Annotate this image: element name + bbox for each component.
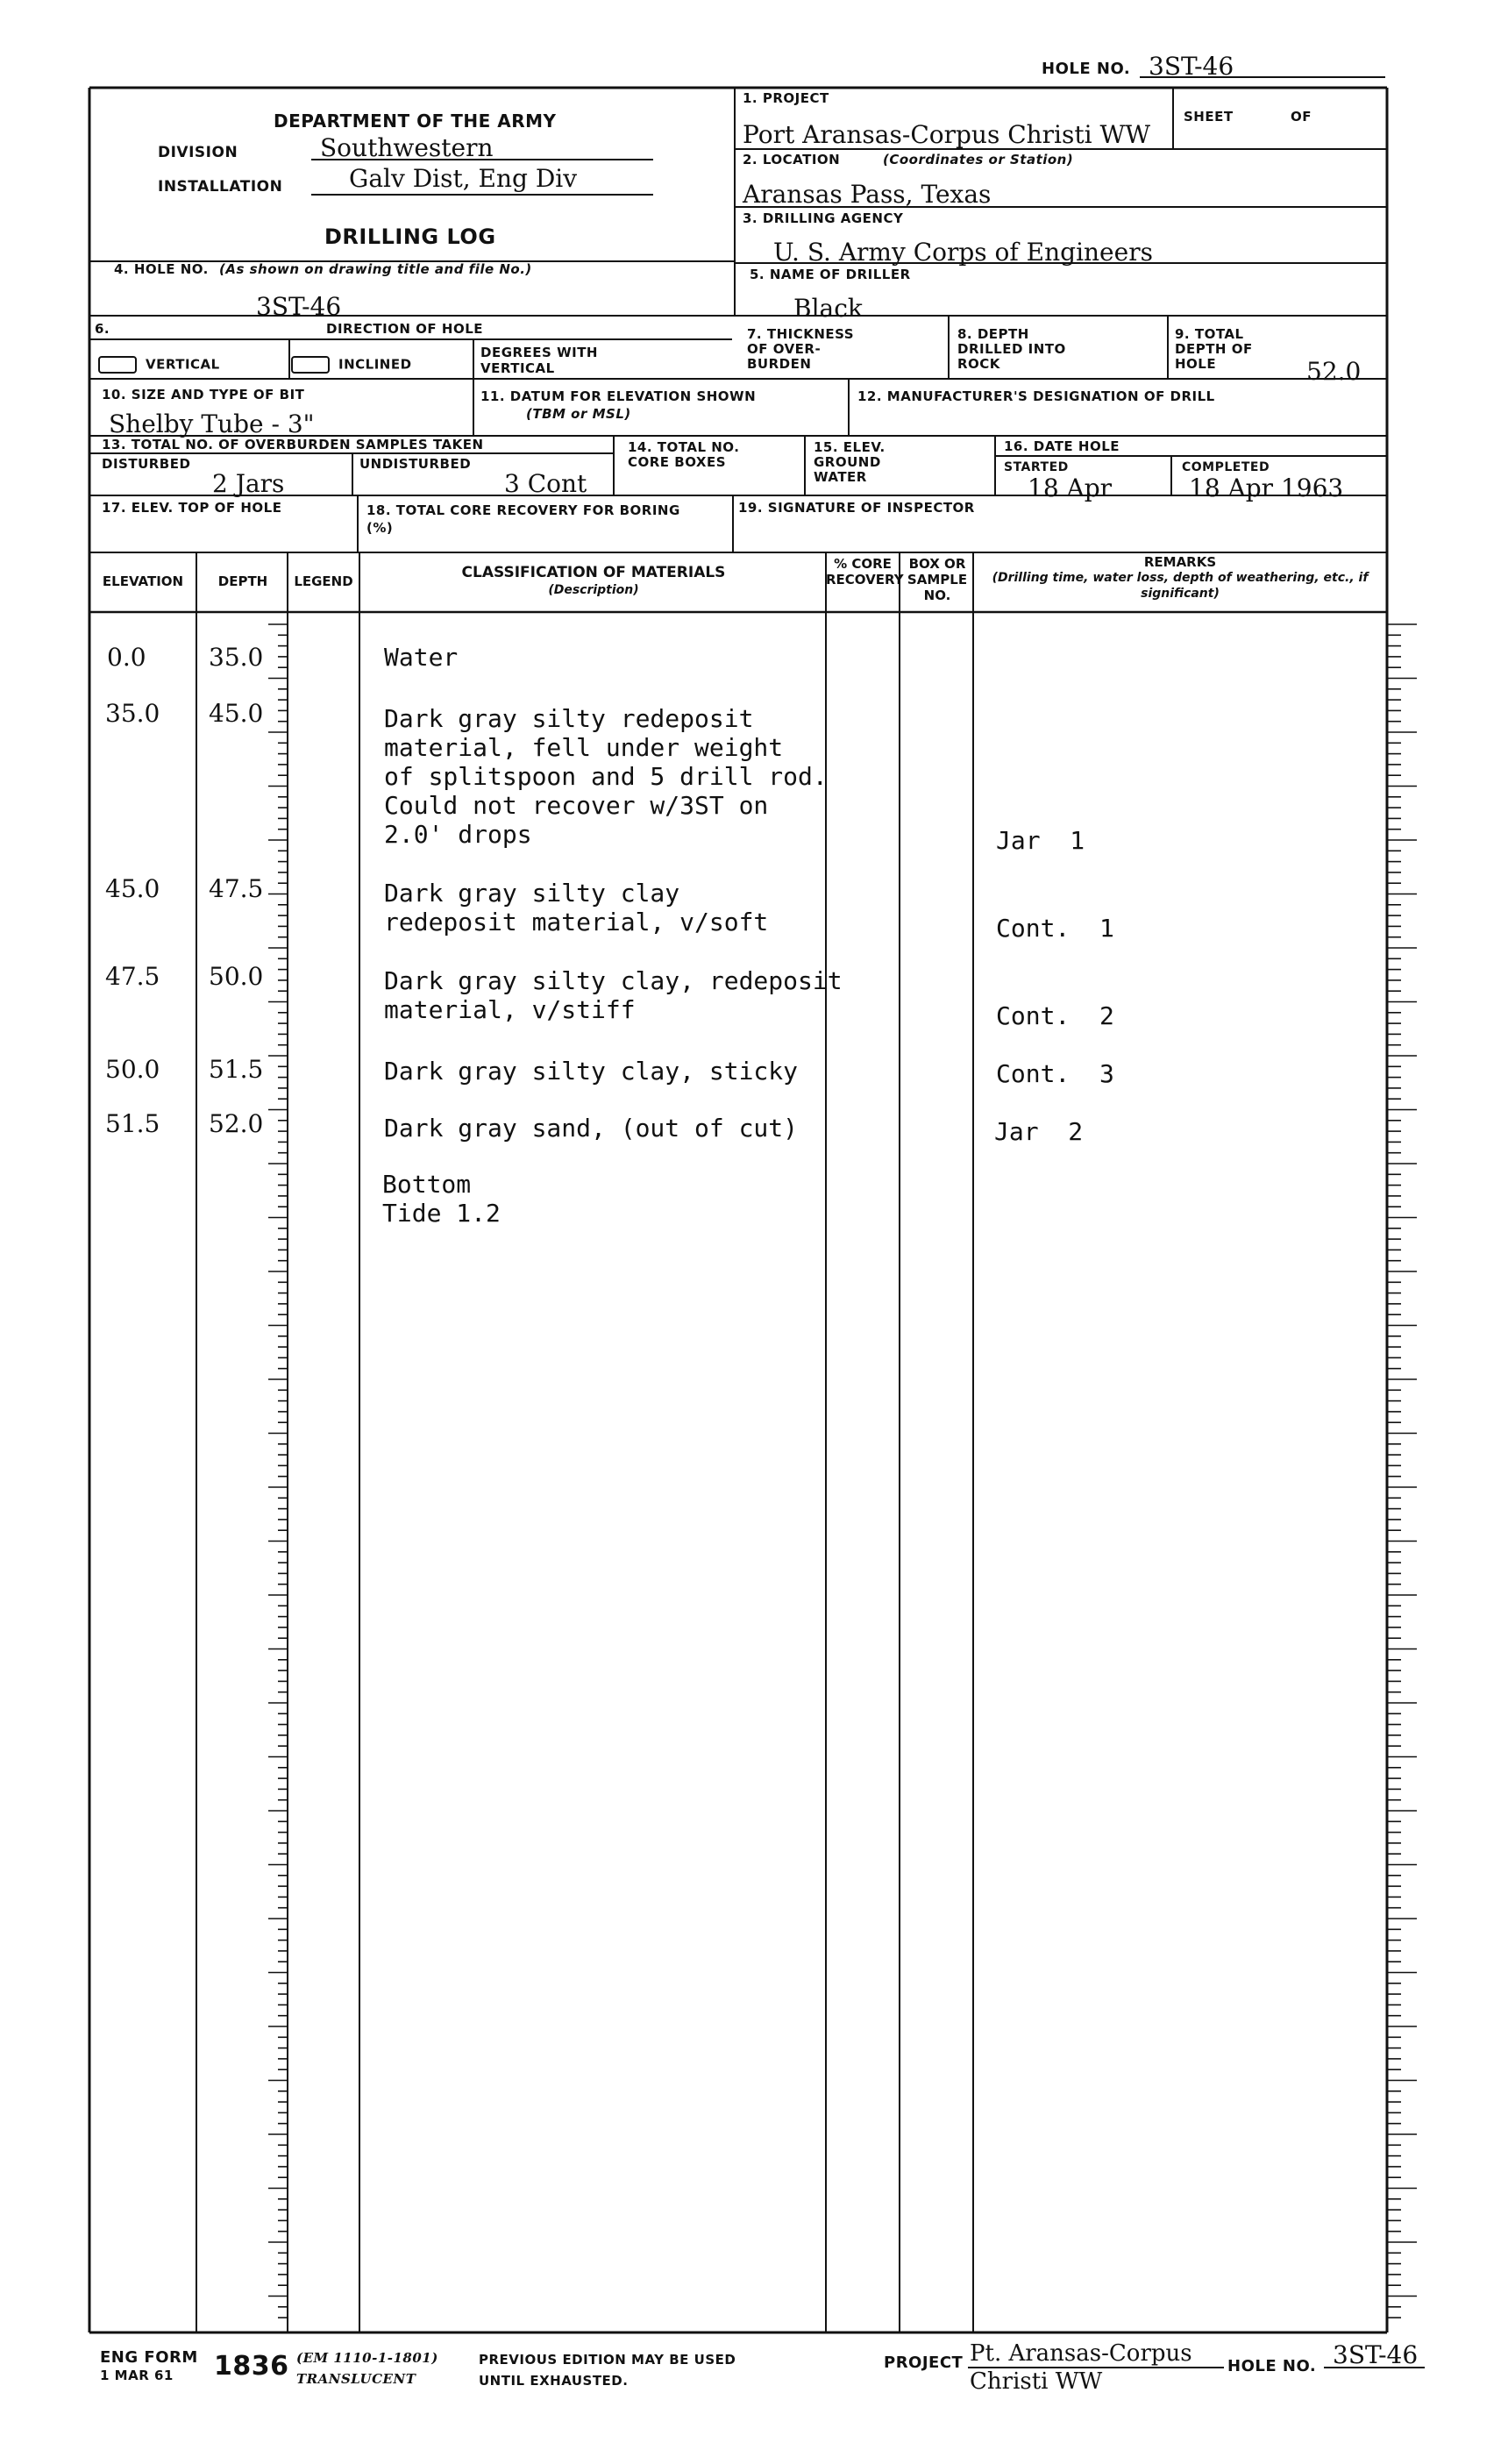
started-value: 18 Apr <box>1028 474 1113 502</box>
installation-value: Galv Dist, Eng Div <box>349 164 578 193</box>
row-2-description: Dark gray silty clay redeposit material, v/soft <box>384 879 769 936</box>
manufacturer-label: 12. MANUFACTURER'S DESIGNATION OF DRILL <box>857 388 1215 404</box>
footer-translucent: TRANSLUCENT <box>296 2371 416 2387</box>
row-0-elevation: 0.0 <box>107 643 146 672</box>
col-remarks-sub: (Drilling time, water loss, depth of weathering, etc., if significant) <box>992 571 1369 601</box>
col-depth: DEPTH <box>217 573 268 589</box>
datum-hint: (TBM or MSL) <box>526 406 631 422</box>
completed-value: 18 Apr 1963 <box>1189 474 1344 502</box>
location-hint: (Coordinates or Station) <box>883 152 1074 167</box>
top-hole-no-label: HOLE NO. <box>1042 60 1131 78</box>
top-hole-no: 3ST-46 <box>1149 52 1234 81</box>
started-label: STARTED <box>1004 460 1069 474</box>
vertical-label: VERTICAL <box>146 356 220 373</box>
department-label: DEPARTMENT OF THE ARMY <box>274 110 557 132</box>
row-1-remarks: Jar 1 <box>996 826 1085 855</box>
total-depth-label: 9. TOTAL DEPTH OF HOLE <box>1175 326 1253 372</box>
sheet-label: SHEET <box>1184 109 1234 125</box>
thickness-label: 7. THICKNESS OF OVER-BURDEN <box>747 326 855 372</box>
footer-previous-2: UNTIL EXHAUSTED. <box>479 2373 629 2389</box>
bit-label: 10. SIZE AND TYPE OF BIT <box>102 387 305 402</box>
row-0-description: Water <box>384 643 459 672</box>
undisturbed-value: 3 Cont <box>504 469 587 498</box>
row-5-remarks: Jar 2 <box>994 1117 1084 1146</box>
row-5-description: Dark gray sand, (out of cut) <box>384 1114 799 1143</box>
ground-water-label: 15. ELEV. GROUND WATER <box>814 439 886 485</box>
disturbed-label: DISTURBED <box>102 456 191 472</box>
hole-no-field-value: 3ST-46 <box>256 292 342 321</box>
depth-rock-label: 8. DEPTH DRILLED INTO ROCK <box>957 326 1066 372</box>
division-label: DIVISION <box>158 144 238 161</box>
core-recovery-label: 18. TOTAL CORE RECOVERY FOR BORING (%) <box>366 502 680 536</box>
footer-project-value: Pt. Aransas-Corpus Christi WW <box>970 2340 1192 2395</box>
row-4-depth: 51.5 <box>209 1055 264 1084</box>
col-recovery: % CORE RECOVERY <box>826 556 904 588</box>
footer-form-date: 1 MAR 61 <box>100 2368 174 2383</box>
col-classification: CLASSIFICATION OF MATERIALS <box>461 564 726 581</box>
footer-form-number: 1836 <box>214 2351 289 2382</box>
row-1-elevation: 35.0 <box>105 699 160 728</box>
division-value: Southwestern <box>320 133 494 162</box>
disturbed-value: 2 Jars <box>212 469 285 498</box>
samples-label: 13. TOTAL NO. OF OVERBURDEN SAMPLES TAKEN <box>102 437 484 452</box>
row-1-description: Dark gray silty redeposit material, fell under weight of splitspoon and 5 drill rod. Could not recover w/3ST on 2.0' drops <box>384 704 828 849</box>
installation-label: INSTALLATION <box>158 178 283 196</box>
project-label: 1. PROJECT <box>743 90 829 106</box>
col-legend: LEGEND <box>294 573 353 589</box>
row-5-elevation: 51.5 <box>105 1109 160 1138</box>
degrees-label: DEGREES WITH VERTICAL <box>480 345 598 376</box>
footer-em: (EM 1110-1-1801) <box>296 2350 438 2366</box>
completed-label: COMPLETED <box>1182 460 1270 474</box>
footer-hole-label: HOLE NO. <box>1227 2357 1317 2375</box>
date-hole-label: 16. DATE HOLE <box>1004 438 1120 454</box>
row-3-remarks: Cont. 2 <box>996 1001 1114 1030</box>
datum-label: 11. DATUM FOR ELEVATION SHOWN <box>480 388 757 404</box>
sheet-of-label: OF <box>1291 109 1312 125</box>
inclined-label: INCLINED <box>338 356 412 373</box>
project-value: Port Aransas-Corpus Christi WW <box>743 120 1151 149</box>
hole-no-field-label: 4. HOLE NO. <box>114 261 209 277</box>
footer-project-label: PROJECT <box>884 2354 964 2372</box>
driller-label: 5. NAME OF DRILLER <box>750 267 911 282</box>
inclined-checkbox[interactable] <box>291 356 330 374</box>
row-3-elevation: 47.5 <box>105 962 160 991</box>
row-3-description: Dark gray silty clay, redeposit material, v/stiff <box>384 966 843 1024</box>
col-remarks: REMARKS <box>1143 554 1217 570</box>
row-2-remarks: Cont. 1 <box>996 914 1114 943</box>
row-3-depth: 50.0 <box>209 962 264 991</box>
col-elevation: ELEVATION <box>102 573 184 589</box>
row-2-elevation: 45.0 <box>105 874 160 903</box>
direction-label: DIRECTION OF HOLE <box>326 321 484 337</box>
total-depth-value: 52.0 <box>1306 357 1362 386</box>
undisturbed-label: UNDISTURBED <box>359 456 472 472</box>
footer-hole-no: 3ST-46 <box>1333 2340 1419 2369</box>
row-4-elevation: 50.0 <box>105 1055 160 1084</box>
bit-value: Shelby Tube - 3" <box>109 409 315 438</box>
bottom-note: Bottom Tide 1.2 <box>382 1170 501 1228</box>
signature-label: 19. SIGNATURE OF INSPECTOR <box>738 500 975 516</box>
direction-number: 6. <box>95 321 110 337</box>
row-1-depth: 45.0 <box>209 699 264 728</box>
vertical-checkbox[interactable] <box>98 356 137 374</box>
location-value: Aransas Pass, Texas <box>743 180 992 209</box>
location-label: 2. LOCATION <box>743 152 841 167</box>
drilling-log-title: DRILLING LOG <box>324 224 496 249</box>
footer-previous-1: PREVIOUS EDITION MAY BE USED <box>479 2352 736 2368</box>
agency-value: U. S. Army Corps of Engineers <box>773 238 1153 267</box>
core-boxes-label: 14. TOTAL NO. CORE BOXES <box>628 439 740 470</box>
col-box: BOX OR SAMPLE NO. <box>907 556 968 603</box>
row-2-depth: 47.5 <box>209 874 264 903</box>
vertical-option[interactable] <box>98 356 220 374</box>
driller-value: Black <box>793 294 863 323</box>
row-0-depth: 35.0 <box>209 643 264 672</box>
footer-form-label: ENG FORM <box>100 2348 198 2367</box>
row-5-depth: 52.0 <box>209 1109 264 1138</box>
elev-top-label: 17. ELEV. TOP OF HOLE <box>102 500 282 516</box>
hole-no-hint: (As shown on drawing title and file No.) <box>219 261 532 277</box>
row-4-description: Dark gray silty clay, sticky <box>384 1057 799 1086</box>
col-classification-sub: (Description) <box>548 583 639 597</box>
inclined-option[interactable] <box>291 356 412 374</box>
row-4-remarks: Cont. 3 <box>996 1059 1114 1088</box>
agency-label: 3. DRILLING AGENCY <box>743 210 904 226</box>
